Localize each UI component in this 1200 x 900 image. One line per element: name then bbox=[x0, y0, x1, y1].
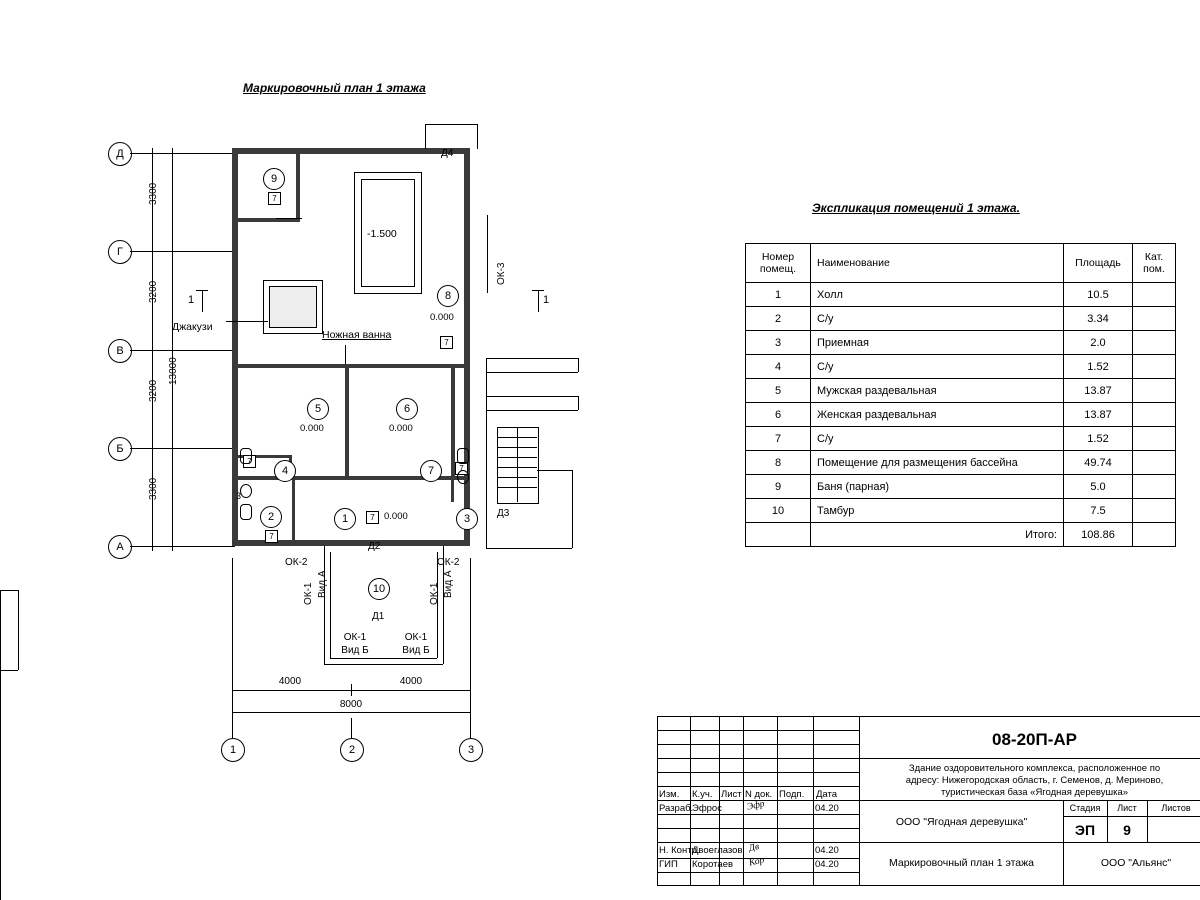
code-row-line bbox=[860, 758, 1200, 759]
window-label-ok1-left: ОК-1 bbox=[303, 582, 314, 605]
col-header-list: Лист bbox=[721, 789, 742, 800]
window-label-ok1-right: ОК-1 bbox=[429, 582, 440, 605]
door-label-d2: Д2 bbox=[368, 541, 381, 552]
role-name-4: Коротаев bbox=[692, 859, 734, 870]
role-row-line-3 bbox=[657, 842, 860, 843]
window-label-ok1-b-right: ОК-1 bbox=[404, 632, 428, 643]
dim-v-3300-bottom: 3300 bbox=[148, 477, 159, 500]
cell-name: Баня (парная) bbox=[811, 475, 1064, 499]
room-bubble-2: 2 bbox=[260, 506, 282, 528]
header-area: Площадь bbox=[1064, 244, 1133, 283]
stage-header: Стадия bbox=[1069, 803, 1101, 813]
cat-mark-9: 7 bbox=[268, 192, 281, 205]
cell-category bbox=[1133, 499, 1176, 523]
cell-category bbox=[1133, 379, 1176, 403]
table-row bbox=[746, 379, 1176, 403]
door-label-d1: Д1 bbox=[372, 611, 385, 622]
cell-category bbox=[1133, 307, 1176, 331]
cell-empty bbox=[1133, 523, 1176, 547]
level-zero-5: 0.000 bbox=[300, 423, 324, 434]
section-arrow-right bbox=[538, 290, 539, 312]
table-row bbox=[746, 451, 1176, 475]
header-category: Кат. пом. bbox=[1133, 244, 1176, 283]
level-mark: -1.500 bbox=[367, 228, 397, 240]
fixture-sink-2 bbox=[457, 470, 469, 484]
dim-v-total: 13000 bbox=[168, 357, 179, 385]
section-arrow-left bbox=[202, 290, 203, 312]
axis-stem-3 bbox=[470, 718, 471, 738]
role-name-0: Эфрос bbox=[692, 803, 722, 814]
wall-hall-right bbox=[451, 480, 454, 502]
dim-tick-g bbox=[146, 251, 158, 252]
section-arrow-right-head bbox=[532, 290, 544, 291]
stage-value: ЭП bbox=[1074, 822, 1096, 838]
sheet-edge-tick-1 bbox=[0, 590, 18, 591]
sheet-header: Лист bbox=[1117, 803, 1137, 813]
role-label-4: ГИП bbox=[659, 859, 678, 870]
terrace-step bbox=[537, 470, 572, 471]
room-bubble-7: 7 bbox=[420, 460, 442, 482]
window-label-ok2-left: ОК-2 bbox=[285, 557, 308, 568]
stair-outline bbox=[497, 427, 539, 504]
room-bubble-4: 4 bbox=[274, 460, 296, 482]
dim-tick-a bbox=[146, 546, 178, 547]
fixture-wc-3 bbox=[457, 448, 469, 464]
level-zero-6: 0.000 bbox=[389, 423, 413, 434]
view-label-b-left: Вид Б bbox=[341, 645, 369, 656]
sheet-name: Маркировочный план 1 этажа bbox=[889, 857, 1034, 869]
table-row bbox=[746, 307, 1176, 331]
terrace-bottom bbox=[486, 548, 572, 549]
cell-number: 4 bbox=[746, 355, 811, 379]
axis-stem-1 bbox=[232, 718, 233, 738]
wall-sauna-right bbox=[296, 148, 300, 222]
rev-col-line-5 bbox=[813, 716, 814, 886]
cell-area: 7.5 bbox=[1064, 499, 1133, 523]
window-label-ok2-right: ОК-2 bbox=[437, 557, 460, 568]
cell-area: 5.0 bbox=[1064, 475, 1133, 499]
window-label-ok1-b-left: ОК-1 bbox=[343, 632, 367, 643]
table-row bbox=[746, 475, 1176, 499]
cell-area: 13.87 bbox=[1064, 403, 1133, 427]
cell-name: Холл bbox=[811, 283, 1064, 307]
dim-tick-d bbox=[146, 153, 178, 154]
role-row-line-5 bbox=[657, 872, 860, 873]
terrace-top bbox=[486, 358, 578, 359]
tambour-bottom-in bbox=[330, 658, 437, 659]
axis-bubble-3: 3 bbox=[459, 738, 483, 762]
rev-row-line-1 bbox=[657, 730, 860, 731]
object-line-1: Здание оздоровительного комплекса, расположенное по bbox=[908, 763, 1161, 774]
cat-mark-8: 7 bbox=[440, 336, 453, 349]
room-bubble-3: 3 bbox=[456, 508, 478, 530]
dim-h-4000-right: 4000 bbox=[399, 676, 423, 687]
total-label: Итого: bbox=[811, 523, 1064, 547]
door-label-d3: Д3 bbox=[497, 508, 510, 519]
cell-area: 2.0 bbox=[1064, 331, 1133, 355]
wall-left bbox=[232, 148, 238, 546]
cell-name: Приемная bbox=[811, 331, 1064, 355]
role-row-line-1 bbox=[657, 814, 860, 815]
room-bubble-1: 1 bbox=[334, 508, 356, 530]
header-name: Наименование bbox=[811, 244, 1064, 283]
exploration-title: Экспликация помещений 1 этажа. bbox=[812, 201, 1020, 215]
cell-name: С/у bbox=[811, 307, 1064, 331]
axis-bubble-b: Б bbox=[108, 437, 132, 461]
col-header-podp: Подп. bbox=[779, 789, 805, 800]
header-number: Номер помещ. bbox=[746, 244, 811, 283]
wall-top bbox=[232, 148, 470, 154]
terrace-top2 bbox=[486, 372, 578, 373]
object-line-2: адресу: Нижегородская область, г. Семенов, д. Мериново, bbox=[905, 775, 1164, 786]
sheets-header: Листов bbox=[1161, 803, 1191, 813]
dim-ext-left bbox=[232, 558, 233, 718]
axis-bubble-v: В bbox=[108, 339, 132, 363]
dim-v-3200-2: 3200 bbox=[148, 379, 159, 402]
bump-right bbox=[477, 124, 478, 149]
terrace-right3 bbox=[572, 470, 573, 548]
section-mark-left: 1 bbox=[188, 294, 195, 306]
rev-row-line-4 bbox=[657, 772, 860, 773]
view-label-a-left: Вид А bbox=[317, 570, 328, 598]
cell-number: 9 bbox=[746, 475, 811, 499]
rev-row-line-5 bbox=[657, 786, 860, 787]
dim-v-3200-1: 3200 bbox=[148, 280, 159, 303]
total-value: 108.86 bbox=[1064, 523, 1133, 547]
cell-category bbox=[1133, 403, 1176, 427]
cell-category bbox=[1133, 475, 1176, 499]
cell-number: 5 bbox=[746, 379, 811, 403]
role-sign-0: Эфр bbox=[746, 799, 766, 813]
col-header-ndok: N док. bbox=[745, 789, 773, 800]
room-bubble-9: 9 bbox=[263, 168, 285, 190]
window-ok3-line bbox=[487, 215, 488, 293]
table-row bbox=[746, 355, 1176, 379]
rev-col-line-3 bbox=[743, 716, 744, 886]
view-label-a-right: Вид А bbox=[443, 570, 454, 598]
terrace-right2 bbox=[578, 396, 579, 410]
dim-tick-v bbox=[146, 350, 158, 351]
cell-area: 10.5 bbox=[1064, 283, 1133, 307]
wall-hall-left bbox=[292, 480, 295, 540]
cell-area: 3.34 bbox=[1064, 307, 1133, 331]
cell-category bbox=[1133, 451, 1176, 475]
dim-h-total: 8000 bbox=[339, 699, 363, 710]
role-date-4: 04.20 bbox=[815, 859, 839, 870]
room-bubble-6: 6 bbox=[396, 398, 418, 420]
fixture-wc-2 bbox=[240, 504, 252, 520]
col-header-data: Дата bbox=[816, 789, 838, 800]
role-label-0: Разраб. bbox=[659, 803, 694, 814]
role-name-3: Двоеглазов bbox=[692, 845, 743, 856]
rev-col-line-1 bbox=[690, 716, 691, 886]
cell-name: С/у bbox=[811, 355, 1064, 379]
col-header-izm: Изм. bbox=[659, 789, 680, 800]
cell-category bbox=[1133, 331, 1176, 355]
dim-h-chain-2 bbox=[232, 712, 470, 713]
dim-chain-outer bbox=[172, 148, 173, 551]
door-label-d4: Д4 bbox=[441, 148, 454, 159]
cell-area: 1.52 bbox=[1064, 427, 1133, 451]
customer: ООО "Ягодная деревушка" bbox=[895, 816, 1028, 828]
project-code: 08-20П-АР bbox=[992, 730, 1077, 749]
dim-ext-right bbox=[470, 558, 471, 718]
level-zero-8: 0.000 bbox=[430, 312, 454, 323]
sauna-door-swing bbox=[276, 218, 302, 219]
section-mark-right: 1 bbox=[543, 294, 550, 306]
window-label-ok3: ОК-3 bbox=[496, 262, 507, 285]
role-sign-3: Дв bbox=[748, 842, 761, 854]
dim-v-3300-top: 3300 bbox=[148, 182, 159, 205]
cat-mark-4: 7 bbox=[243, 455, 256, 468]
role-row-line-2 bbox=[657, 828, 860, 829]
cell-category bbox=[1133, 427, 1176, 451]
axis-bubble-2: 2 bbox=[340, 738, 364, 762]
stair-center-line bbox=[517, 427, 518, 502]
cell-area: 13.87 bbox=[1064, 379, 1133, 403]
cell-area: 1.52 bbox=[1064, 355, 1133, 379]
rev-row-line-2 bbox=[657, 744, 860, 745]
bump-top bbox=[425, 124, 477, 125]
level-zero-1: 0.000 bbox=[384, 511, 408, 522]
sheet-value: 9 bbox=[1123, 822, 1131, 838]
dim-ext-mid bbox=[351, 684, 352, 696]
plan-title: Маркировочный план 1 этажа bbox=[243, 81, 426, 95]
col-header-kuch: К.уч. bbox=[692, 789, 713, 800]
sheetinfo-row-line bbox=[860, 842, 1200, 843]
table-header-row bbox=[746, 244, 1176, 283]
tambour-left bbox=[324, 546, 325, 664]
role-date-3: 04.20 bbox=[815, 845, 839, 856]
wall-right bbox=[464, 148, 470, 546]
jacuzzi-label: Джакузи bbox=[172, 321, 213, 333]
cell-number: 10 bbox=[746, 499, 811, 523]
cell-name: Тамбур bbox=[811, 499, 1064, 523]
table-row bbox=[746, 403, 1176, 427]
cell-number: 3 bbox=[746, 331, 811, 355]
footbath-label: Ножная ванна bbox=[322, 329, 392, 341]
axis-bubble-a: А bbox=[108, 535, 132, 559]
cell-area: 49.74 bbox=[1064, 451, 1133, 475]
table-row bbox=[746, 283, 1176, 307]
table-row bbox=[746, 427, 1176, 451]
table-row bbox=[746, 499, 1176, 523]
exploration-table bbox=[745, 243, 1176, 547]
cell-category bbox=[1133, 283, 1176, 307]
sheet-edge-tick-3 bbox=[18, 590, 19, 670]
cell-category bbox=[1133, 355, 1176, 379]
rev-col-line-4 bbox=[777, 716, 778, 886]
terrace-mid2 bbox=[486, 410, 578, 411]
section-arrow-left-head bbox=[196, 290, 208, 291]
cell-name: Женская раздевальная bbox=[811, 403, 1064, 427]
axis-bubble-1: 1 bbox=[221, 738, 245, 762]
terrace-left bbox=[486, 358, 487, 548]
table-total-row bbox=[746, 523, 1176, 547]
designer-org: ООО "Альянс" bbox=[1100, 857, 1172, 869]
title-block bbox=[657, 716, 1200, 886]
room-bubble-10: 10 bbox=[368, 578, 390, 600]
role-sign-4: Кор bbox=[748, 855, 766, 869]
axis-bubble-g: Г bbox=[108, 240, 132, 264]
axis-bubble-d: Д bbox=[108, 142, 132, 166]
dim-tick-b bbox=[146, 448, 158, 449]
cell-number: 1 bbox=[746, 283, 811, 307]
sheet-edge-tick-2 bbox=[0, 670, 18, 671]
fixture-sink-1 bbox=[240, 484, 252, 498]
jacuzzi-inner bbox=[269, 286, 317, 328]
wall-mid bbox=[232, 364, 470, 368]
table-row bbox=[746, 331, 1176, 355]
cell-empty bbox=[746, 523, 811, 547]
cell-number: 2 bbox=[746, 307, 811, 331]
sheet-edge-line bbox=[0, 590, 1, 900]
fixture-note-3: 3 bbox=[236, 491, 242, 501]
cell-number: 8 bbox=[746, 451, 811, 475]
jacuzzi-leader bbox=[226, 321, 268, 322]
cell-number: 6 bbox=[746, 403, 811, 427]
cell-name: С/у bbox=[811, 427, 1064, 451]
object-line-3: туристическая база «Ягодная деревушка» bbox=[940, 787, 1129, 798]
view-label-b-right: Вид Б bbox=[402, 645, 430, 656]
bump-left bbox=[425, 124, 426, 149]
room-bubble-5: 5 bbox=[307, 398, 329, 420]
cat-mark-1: 7 bbox=[366, 511, 379, 524]
role-label-3: Н. Контр. bbox=[659, 845, 700, 856]
stage-header-line bbox=[1063, 816, 1200, 817]
fixture-wc-1 bbox=[240, 448, 252, 464]
cell-number: 7 bbox=[746, 427, 811, 451]
cell-name: Мужская раздевальная bbox=[811, 379, 1064, 403]
dim-h-4000-left: 4000 bbox=[278, 676, 302, 687]
wall-56-divider bbox=[345, 364, 349, 480]
rev-row-line-3 bbox=[657, 758, 860, 759]
cat-mark-7: 7 bbox=[455, 462, 468, 475]
room-bubble-8: 8 bbox=[437, 285, 459, 307]
cell-name: Помещение для размещения бассейна bbox=[811, 451, 1064, 475]
terrace-right1 bbox=[578, 358, 579, 372]
object-row-line bbox=[860, 800, 1200, 801]
tambour-bottom bbox=[324, 664, 443, 665]
role-date-0: 04.20 bbox=[815, 803, 839, 814]
axis-stem-2 bbox=[351, 718, 352, 738]
terrace-mid bbox=[486, 396, 578, 397]
cat-mark-2: 7 bbox=[265, 530, 278, 543]
